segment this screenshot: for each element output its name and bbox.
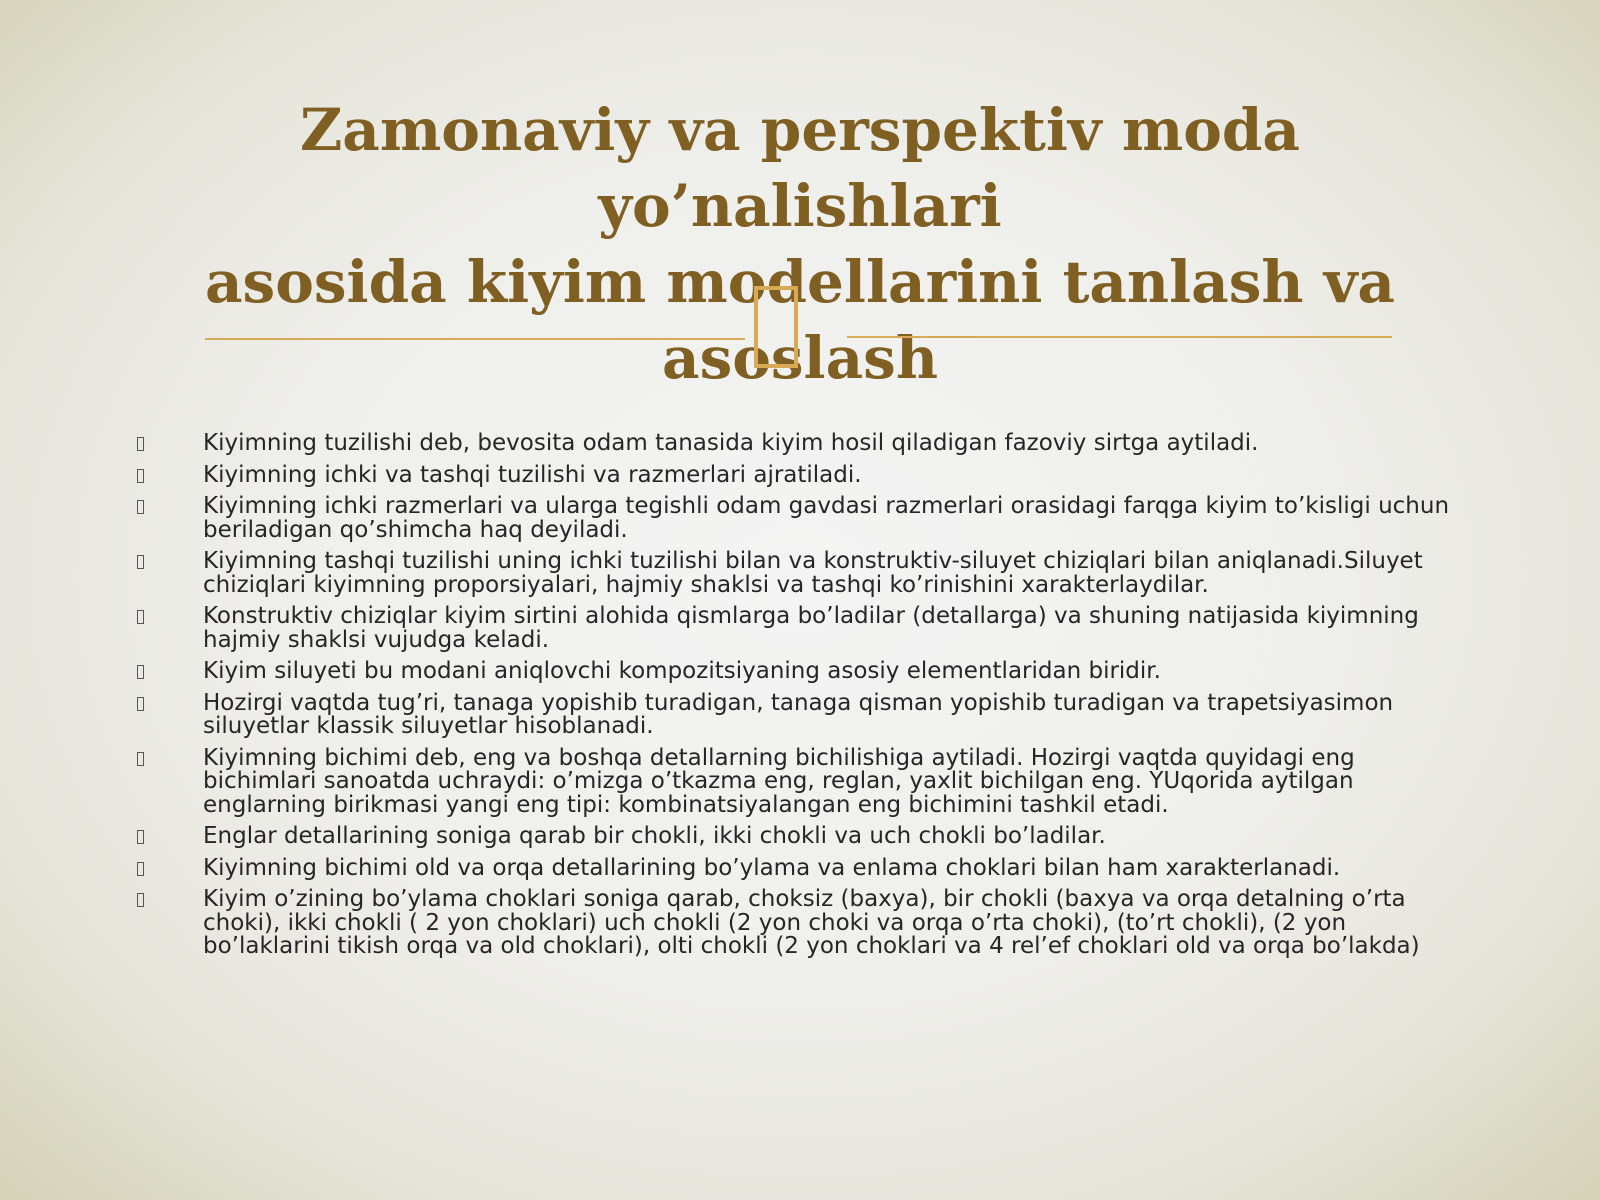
list-item-text: Kiyim siluyeti bu modani aniqlovchi kompozitsiyaning asosiy elementlaridan biridir. <box>203 658 1161 684</box>
list-item <box>135 550 1465 597</box>
list-item-text: Konstruktiv chiziqlar kiyim sirtini alohida qismlarga bo’ladilar (detallarga) va shuning natijasida kiyimning hajmiy shaklsi vujudga keladi. <box>203 603 1419 653</box>
bullet-icon <box>137 830 144 844</box>
list-item-text: Kiyimning ichki va tashqi tuzilishi va razmerlari ajratiladi. <box>203 461 862 488</box>
bullet-icon <box>137 893 144 907</box>
slide-title <box>150 92 1450 396</box>
divider-right-line <box>847 336 1392 338</box>
list-item <box>135 495 1465 542</box>
list-item <box>135 825 1465 849</box>
list-item-text: Kiyimning bichimi old va orqa detallarining bo’ylama va enlama choklari bilan ham xarakterlanadi. <box>203 854 1341 881</box>
list-item-text: Kiyimning tuzilishi deb, bevosita odam tanasida kiyim hosil qiladigan fazoviy sirtga aytiladi. <box>203 430 1259 456</box>
list-item-text: Kiyimning tashqi tuzilishi uning ichki tuzilishi bilan va konstruktiv-siluyet chiziqlari bilan aniqlanadi.Siluyet chiziqlari kiyimning proporsiyalari, hajmiy shaklsi va tashqi ko’rinishini xarakterlaydilar. <box>203 548 1423 598</box>
list-item-text: Kiyimning bichimi deb, eng va boshqa detallarning bichilishiga aytiladi. Hozirgi vaqtda quyidagi eng bichimlari sanoatda uchraydi: o’mizga o’tkazma eng, reglan, yaxlit bichilgan eng. YUqorida aytilgan englarning birikmasi yangi eng tipi: kombinatsiyalangan eng bichimini tashkil etadi. <box>203 744 1355 818</box>
bullet-icon <box>137 610 144 624</box>
divider-left-line <box>205 338 745 340</box>
bullet-icon <box>137 555 144 569</box>
list-item <box>135 854 1465 881</box>
bullet-icon <box>137 862 144 876</box>
bullet-list <box>135 432 1465 967</box>
list-item-text: Kiyim o’zining bo’ylama choklari soniga qarab, choksiz (baxya), bir chokli (baxya va orqa detalning o’rta choki), ikki chokli ( 2 yon choklari) uch chokli (2 yon choki va orqa o’rta choki), (to’rt chokli), (2 yon bo’laklarini tikish orqa va old choklari), olti chokli (2 yon choklari va 4 rel’ef choklari old va orqa bo’lakda) <box>203 886 1420 959</box>
bullet-icon <box>137 437 144 451</box>
list-item <box>135 744 1465 818</box>
list-item-text: Hozirgi vaqtda tug’ri, tanaga yopishib turadigan, tanaga qisman yopishib turadigan va trapetsiyasimon siluyetlar klassik siluyetlar hisoblanadi. <box>203 689 1394 739</box>
bullet-icon <box>137 697 144 711</box>
list-item-text: Englar detallarining soniga qarab bir chokli, ikki chokli va uch chokli bo’ladilar. <box>203 823 1106 849</box>
list-item <box>135 689 1465 739</box>
list-item <box>135 461 1465 488</box>
bullet-icon <box>137 752 144 766</box>
bullet-icon <box>137 469 144 483</box>
title-line-1: Zamonaviy va perspektiv moda yo’nalishlari <box>299 96 1301 240</box>
divider-ornament <box>754 286 798 368</box>
list-item <box>135 605 1465 652</box>
list-item <box>135 888 1465 959</box>
list-item-text: Kiyimning ichki razmerlari va ularga tegishli odam gavdasi razmerlari orasidagi farqga kiyim to’kisligi uchun beriladigan qo’shimcha haq deyiladi. <box>203 493 1450 543</box>
bullet-icon <box>137 665 144 679</box>
title-line-2: asosida kiyim modellarini tanlash va asoslash <box>204 248 1396 392</box>
list-item <box>135 432 1465 456</box>
list-item <box>135 660 1465 684</box>
bullet-icon <box>137 500 144 514</box>
